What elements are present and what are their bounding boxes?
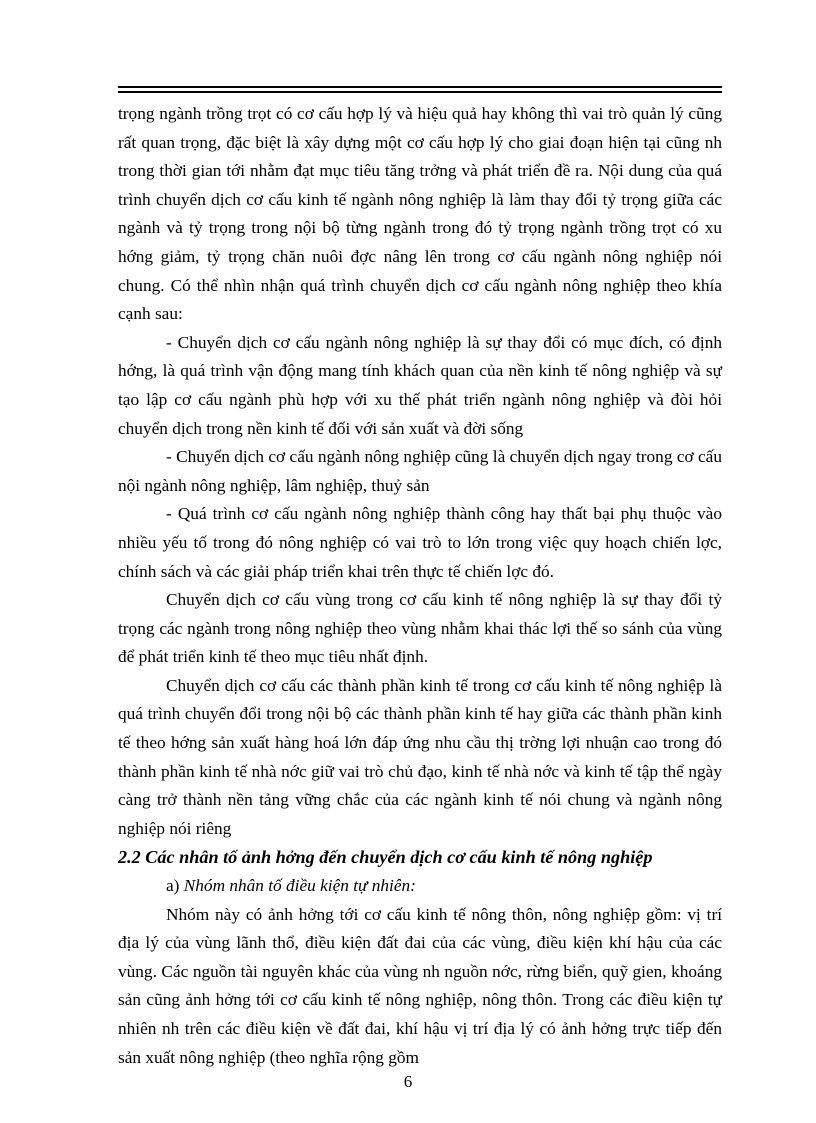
paragraph-3: - Chuyển dịch cơ cấu ngành nông nghiệp cũng là chuyển dịch ngay trong cơ cấu nội ngành nông nghiệp, lâm nghiệp, thuỷ sản — [118, 447, 722, 495]
paragraph-2: - Chuyển dịch cơ cấu ngành nông nghiệp là sự thay đổi có mục đích, có định hớng, là quá trình vận động mang tính khách quan của nền kinh tế nông nghiệp và sự tạo lập cơ cấu ngành phù hợp với xu thế phát triển ngành nông nghiệp và đòi hỏi chuyển dịch trong nền kinh tế đối với sản xuất và đời sống — [118, 332, 722, 438]
paragraph-5: Chuyển dịch cơ cấu vùng trong cơ cấu kinh tế nông nghiệp là sự thay đổi tỷ trọng các ngành trong nông nghiệp theo vùng nhằm khai thác lợi thế so sánh của vùng để phát triển kinh tế theo mục tiêu nhất định. — [118, 590, 722, 667]
subheading — [118, 872, 722, 901]
section-heading: 2.2 Các nhân tố ảnh hởng đến chuyển dịch cơ cấu kinh tế nông nghiệp — [118, 847, 653, 868]
subheading-text: Nhóm nhân tố điều kiện tự nhiên: — [183, 876, 416, 896]
page-number: 6 — [403, 1072, 413, 1091]
paragraph-6: Chuyển dịch cơ cấu các thành phần kinh tế trong cơ cấu kinh tế nông nghiệp là quá trình chuyển đổi trong nội bộ các thành phần kinh tế hay giữa các thành phần kinh tế theo hớng sản xuất hàng hoá lớn đáp ứng nhu cầu thị trờng lợi nhuận cao trong đó thành phần kinh tế nhà nớc giữ vai trò chủ đạo, kinh tế nhà nớc và kinh tế tập thể ngày càng trở thành nền tảng vững chắc của các ngành kinh tế nói chung và ngành nông nghiệp nói riêng — [118, 675, 722, 838]
paragraph-4: - Quá trình cơ cấu ngành nông nghiệp thành công hay thất bại phụ thuộc vào nhiều yếu tố trong đó nông nghiệp có vai trò to lớn trong việc quy hoạch chiến lợc, chính sách và các giải pháp triển khai trên thực tế chiến lợc đó. — [118, 504, 722, 581]
paragraph-1: trọng ngành trồng trọt có cơ cấu hợp lý và hiệu quả hay không thì vai trò quản lý cũng rất quan trọng, đặc biệt là xây dựng một cơ cấu hợp lý cho giai đoạn hiện tại cũng nh trong thời gian tới nhằm đạt mục tiêu tăng trởng và phát triển đề ra. Nội dung của quá trình chuyển dịch cơ cấu kinh tế ngành nông nghiệp là làm thay đổi tỷ trọng giữa các ngành và tỷ trọng trong nội bộ từng ngành trong đó tỷ trọng ngành trồng trọt có xu hớng giảm, tỷ trọng chăn nuôi đợc nâng lên trong cơ cấu ngành nông nghiệp nói chung. Có thể nhìn nhận quá trình chuyển dịch cơ cấu ngành nông nghiệp theo khía cạnh sau: — [118, 104, 722, 324]
header-rule-thick — [118, 86, 722, 88]
paragraph-7: Nhóm này có ảnh hởng tới cơ cấu kinh tế nông thôn, nông nghiệp gồm: vị trí địa lý của vùng lãnh thổ, điều kiện đất đai của các vùng, điều kiện khí hậu của các vùng. Các nguồn tài nguyên khác của vùng nh nguồn nớc, rừng biển, quỹ gien, khoáng sản cũng ảnh hởng tới cơ cấu kinh tế nông nghiệp, nông thôn. Trong các điều kiện tự nhiên nh trên các điều kiện về đất đai, khí hậu vị trí địa lý có ảnh hởng trực tiếp đến sản xuất nông nghiệp (theo nghĩa rộng gồm — [118, 904, 722, 1067]
subheading-letter: a) — [166, 876, 180, 896]
header-rule-thin — [118, 91, 722, 93]
page-body — [118, 100, 722, 1072]
